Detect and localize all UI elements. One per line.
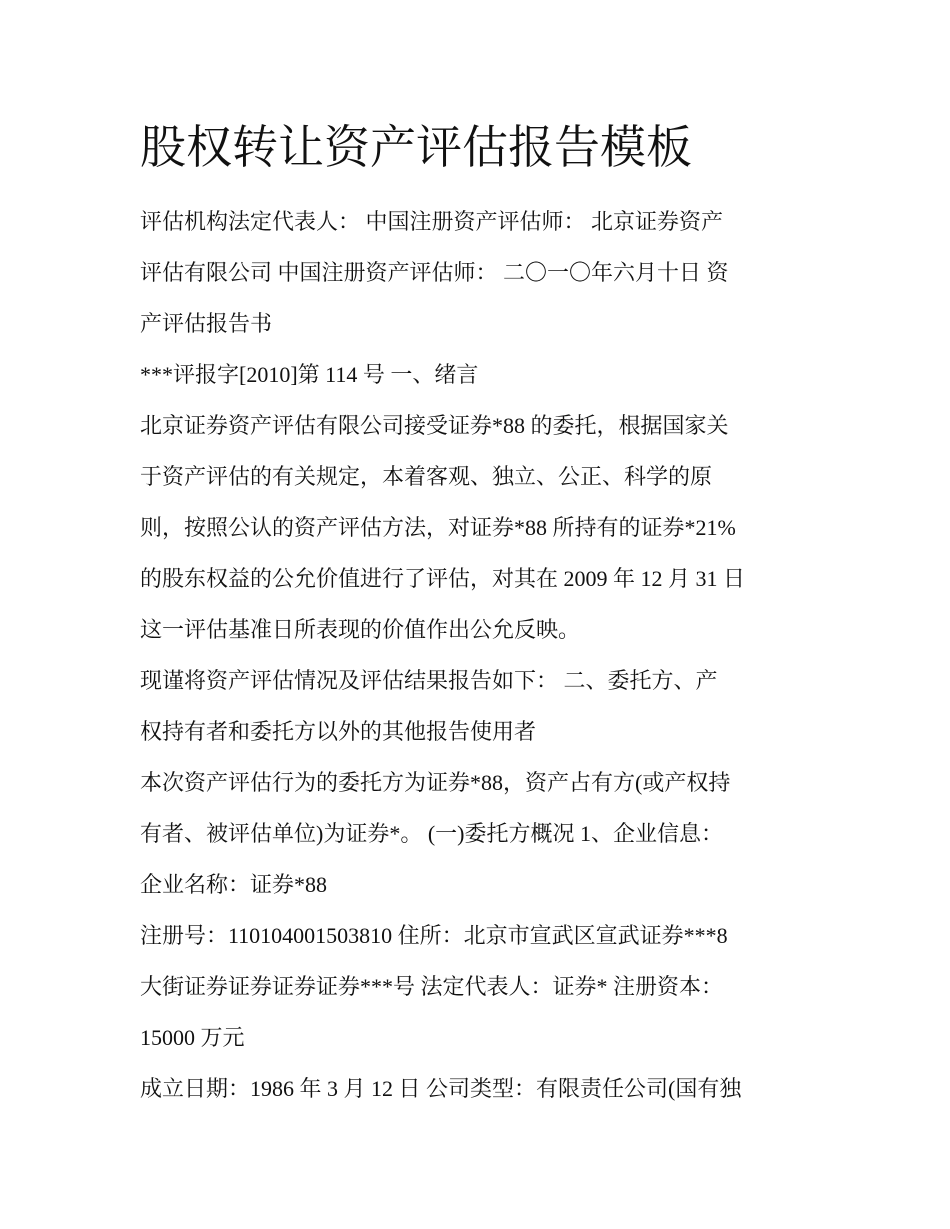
body-line: 的股东权益的公允价值进行了评估，对其在 2009 年 12 月 31 日 [140, 566, 746, 591]
body-line: 本次资产评估行为的委托方为证券*88，资产占有方(或产权持 [140, 770, 731, 795]
body-line: 成立日期：1986 年 3 月 12 日 公司类型：有限责任公司(国有独 [140, 1076, 742, 1101]
body-line: 则，按照公认的资产评估方法，对证券*88 所持有的证券*21% [140, 515, 736, 540]
body-line: 15000 万元 [140, 1025, 245, 1050]
body-line: 产评估报告书 [140, 311, 273, 336]
body-line: 于资产评估的有关规定，本着客观、独立、公正、科学的原 [140, 464, 713, 489]
document-body [140, 196, 830, 1114]
body-line: 大街证券证券证券证券***号 法定代表人：证券* 注册资本： [140, 974, 724, 999]
body-line: 有者、被评估单位)为证券*。 (一)委托方概况 1、企业信息： [140, 821, 723, 846]
body-line: 评估机构法定代表人： 中国注册资产评估师： 北京证券资产 [140, 209, 724, 234]
body-line: 北京证券资产评估有限公司接受证券*88 的委托，根据国家关 [140, 413, 729, 438]
body-line: 评估有限公司 中国注册资产评估师： 二〇一〇年六月十日 资 [140, 260, 729, 285]
body-line: 权持有者和委托方以外的其他报告使用者 [140, 719, 537, 744]
document-title: 股权转让资产评估报告模板 [140, 120, 692, 174]
body-line: 这一评估基准日所表现的价值作出公允反映。 [140, 617, 581, 642]
body-line: 企业名称：证券*88 [140, 872, 328, 897]
body-line: 注册号：110104001503810 住所：北京市宣武区宣武证券***8 [140, 923, 728, 948]
body-line: ***评报字[2010]第 114 号 一、绪言 [140, 362, 479, 387]
body-line: 现谨将资产评估情况及评估结果报告如下： 二、委托方、产 [140, 668, 718, 693]
